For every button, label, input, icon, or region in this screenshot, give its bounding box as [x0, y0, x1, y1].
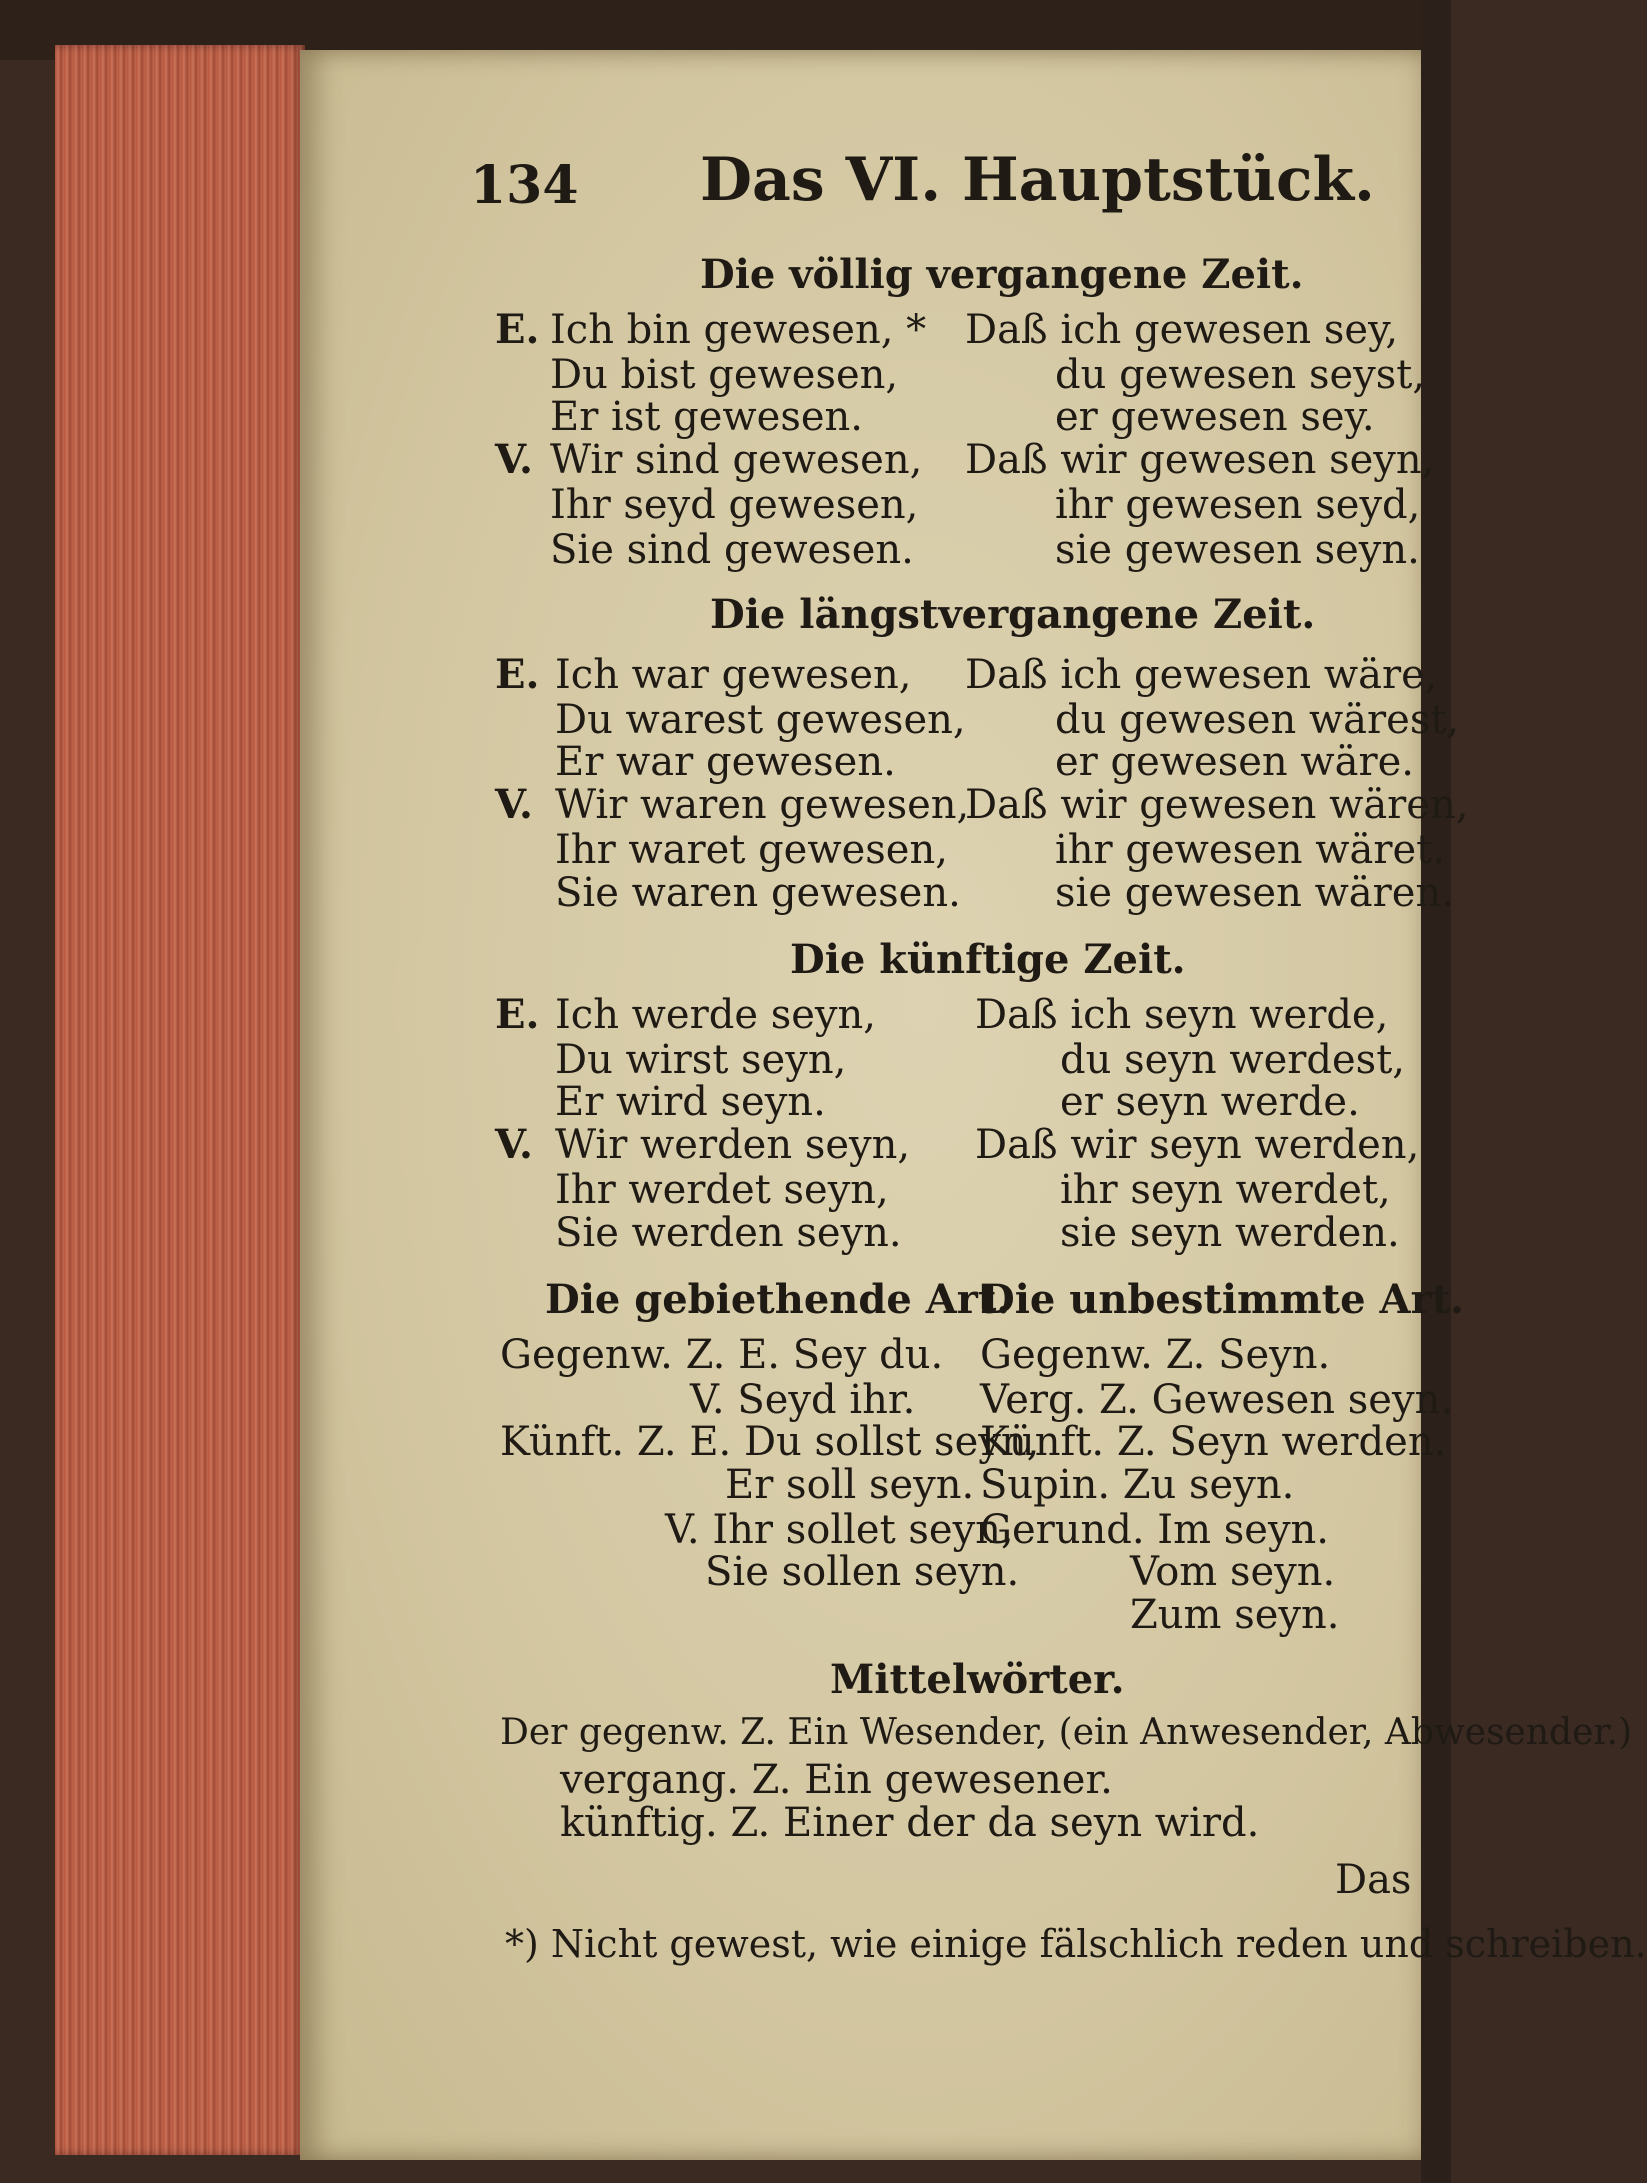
conjugation-line: ihr gewesen wäret.	[1055, 827, 1445, 873]
imperative-line: Er soll seyn.	[725, 1462, 975, 1508]
conjugation-line: Ihr waret gewesen,	[555, 827, 948, 873]
conjugation-line: Du wirst seyn,	[555, 1037, 847, 1083]
conjugation-line: er gewesen wäre.	[1055, 739, 1414, 785]
conjugation-line: Daß wir gewesen seyn,	[965, 437, 1435, 483]
imperative-line: V. Ihr sollet seyn,	[665, 1507, 1014, 1553]
conjugation-line: Ich bin gewesen, *	[550, 307, 927, 353]
imperative-line: Sie sollen seyn.	[705, 1549, 1020, 1595]
singular-mark: E.	[495, 991, 540, 1038]
conjugation-line: Sie waren gewesen.	[555, 870, 961, 916]
section-heading-pluperfect: Die längstvergangene Zeit.	[710, 591, 1316, 638]
conjugation-line: du seyn werdest,	[1060, 1037, 1405, 1083]
conjugation-line: Ich werde seyn,	[555, 992, 876, 1038]
conjugation-line: Wir waren gewesen,	[555, 782, 970, 828]
infinitive-line: Künft. Z. Seyn werden.	[980, 1419, 1447, 1465]
section-heading-perfect: Die völlig vergangene Zeit.	[700, 251, 1304, 298]
conjugation-line: Ich war gewesen,	[555, 652, 912, 698]
conjugation-line: du gewesen seyst,	[1055, 352, 1426, 398]
page-number: 134	[470, 155, 579, 216]
conjugation-line: ihr seyn werdet,	[1060, 1167, 1391, 1213]
infinitive-line: Zum seyn.	[1130, 1592, 1340, 1638]
conjugation-line: Er ist gewesen.	[550, 394, 864, 440]
conjugation-line: er seyn werde.	[1060, 1079, 1360, 1125]
footnote: *) Nicht gewest, wie einige fälschlich reden und schreiben.	[505, 1922, 1647, 1966]
infinitive-line: Verg. Z. Gewesen seyn.	[980, 1377, 1454, 1423]
conjugation-line: Daß ich gewesen wäre,	[965, 652, 1438, 698]
conjugation-line: Wir werden seyn,	[555, 1122, 911, 1168]
conjugation-line: Sie werden seyn.	[555, 1210, 902, 1256]
conjugation-line: Sie sind gewesen.	[550, 527, 914, 573]
conjugation-line: Ihr seyd gewesen,	[550, 482, 919, 528]
section-heading-future: Die künftige Zeit.	[790, 936, 1186, 983]
conjugation-line: sie gewesen wären.	[1055, 870, 1454, 916]
catchword: Das	[1335, 1857, 1412, 1903]
infinitive-line: Vom seyn.	[1130, 1549, 1336, 1595]
singular-mark: E.	[495, 306, 540, 353]
plural-mark: V.	[495, 436, 533, 483]
conjugation-line: Er war gewesen.	[555, 739, 896, 785]
plural-mark: V.	[495, 781, 533, 828]
participle-line: künftig. Z. Einer der da seyn wird.	[560, 1800, 1260, 1846]
conjugation-line: Daß wir gewesen wären,	[965, 782, 1469, 828]
section-heading-imperative: Die gebiethende Art.	[545, 1276, 1011, 1323]
plural-mark: V.	[495, 1121, 533, 1168]
conjugation-line: Daß wir seyn werden,	[975, 1122, 1420, 1168]
participle-line: vergang. Z. Ein gewesener.	[560, 1757, 1113, 1803]
infinitive-line: Supin. Zu seyn.	[980, 1462, 1295, 1508]
gutter-right	[1421, 0, 1451, 2183]
infinitive-line: Gegenw. Z. Seyn.	[980, 1332, 1331, 1378]
page-edges	[55, 45, 305, 2155]
conjugation-line: Ihr werdet seyn,	[555, 1167, 889, 1213]
imperative-line: V. Seyd ihr.	[690, 1377, 916, 1423]
infinitive-line: Gerund. Im seyn.	[980, 1507, 1330, 1553]
conjugation-line: Er wird seyn.	[555, 1079, 826, 1125]
conjugation-line: sie gewesen seyn.	[1055, 527, 1420, 573]
conjugation-line: du gewesen wärest,	[1055, 697, 1460, 743]
section-heading-infinitive: Die unbestimmte Art.	[980, 1276, 1465, 1323]
conjugation-line: Du bist gewesen,	[550, 352, 899, 398]
conjugation-line: Wir sind gewesen,	[550, 437, 923, 483]
conjugation-line: Daß ich seyn werde,	[975, 992, 1389, 1038]
section-heading-participles: Mittelwörter.	[830, 1656, 1125, 1703]
conjugation-line: sie seyn werden.	[1060, 1210, 1400, 1256]
page-title: Das VI. Hauptstück.	[700, 145, 1375, 215]
conjugation-line: er gewesen sey.	[1055, 394, 1375, 440]
imperative-line: Gegenw. Z. E. Sey du.	[500, 1332, 944, 1378]
conjugation-line: Du warest gewesen,	[555, 697, 966, 743]
conjugation-line: ihr gewesen seyd,	[1055, 482, 1421, 528]
singular-mark: E.	[495, 651, 540, 698]
conjugation-line: Daß ich gewesen sey,	[965, 307, 1399, 353]
imperative-line: Künft. Z. E. Du sollst seyn,	[500, 1419, 1040, 1465]
participle-line: Der gegenw. Z. Ein Wesender, (ein Anwesender, Abwesender.)	[500, 1712, 1633, 1753]
